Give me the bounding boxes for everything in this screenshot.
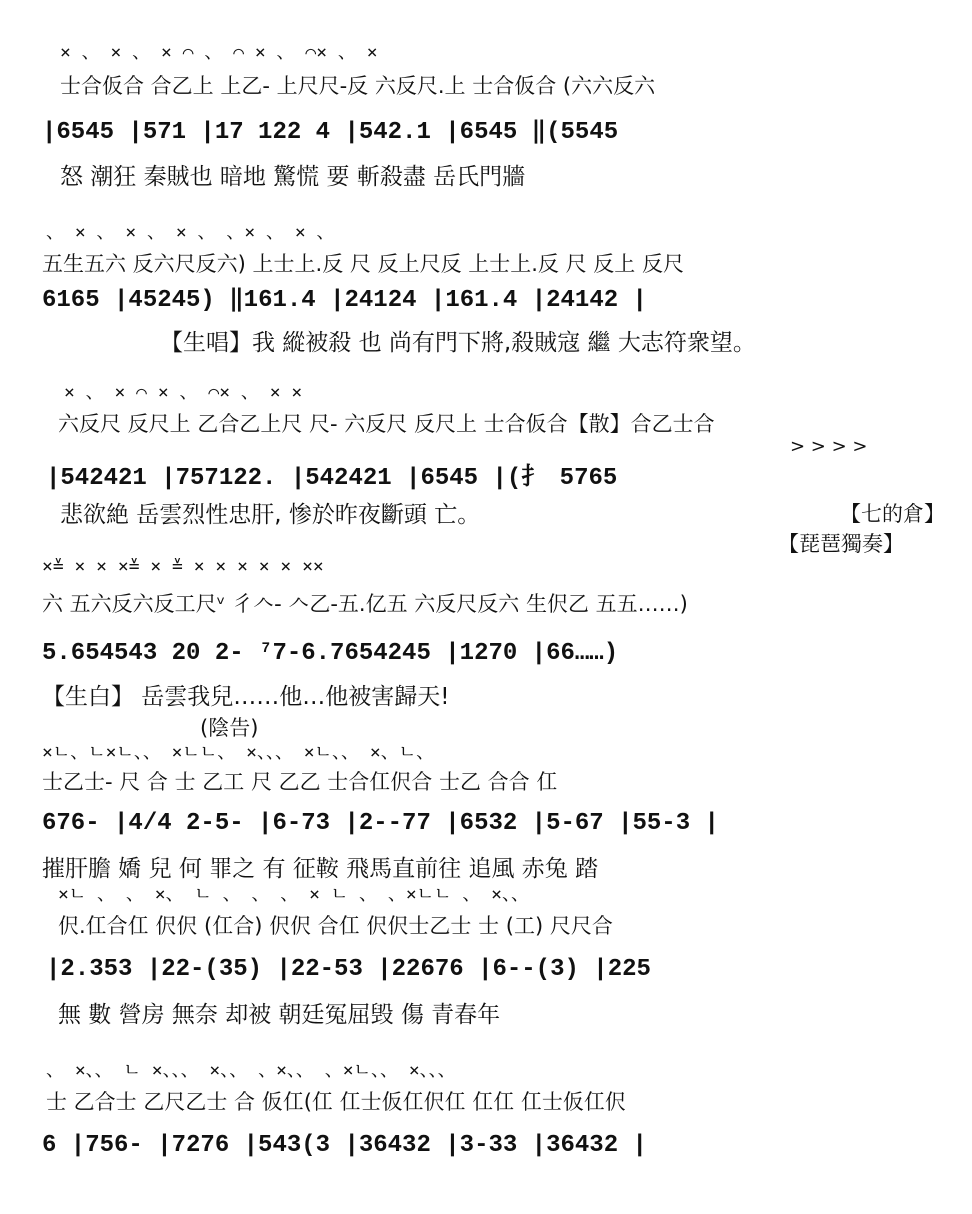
accent-marks: > > > > — [790, 436, 868, 457]
jianpu-notation: |6545 |571 |17 122 4 |542.1 |6545 ‖(5545 — [42, 119, 619, 146]
ornament-marks: ×ㄴ 、 、 ×、 ㄴ 、 、 、 × ㄴ 、 、×ㄴㄴ 、 ×、、 — [58, 884, 530, 905]
percussion-note: 【七的倉】 — [840, 502, 945, 526]
gongche-notation: 六 五六反六反工尺ᵛ 彳𠆢- 𠆢乙-五.亿五 六反尺反六 生伬乙 五五……) — [42, 592, 688, 616]
lyrics: 【生白】 岳雲我兒……他…他被害歸天! — [42, 684, 450, 710]
gongche-notation: 士合仮合 合乙上 上乙- 上尺尺-反 六反尺.上 士合仮合 (六六反六 — [60, 74, 656, 98]
jianpu-notation: 676- |4/4 2-5- |6-73 |2--77 |6532 |5-67 |55-3 | — [42, 810, 719, 837]
lyrics: 無 數 營房 無奈 却被 朝廷冤屈毁 傷 青春年 — [58, 1002, 501, 1028]
ornament-marks: ×≚ × × ×≚ × ≚ × × × × × ×× — [42, 556, 324, 577]
ornament-marks: 、 × 、 × 、 × 、 、× 、 × 、 — [46, 222, 335, 243]
ornament-marks: × 、 × ⌒ × 、 ⌒× 、 × × — [64, 382, 303, 403]
jianpu-notation: 5.654543 20 2- ⁷7-6.7654245 |1270 |66……) — [42, 640, 619, 667]
lyrics: 【生唱】我 縱被殺 也 尚有門下將,殺賊寇 繼 大志符衆望。 — [160, 330, 756, 356]
ornament-marks: 、 ×、、 ㄴ ×、、、 ×、、 、×、、 、×ㄴ、、 ×、、、 — [46, 1060, 456, 1081]
jianpu-notation: 6165 |45245) ‖161.4 |24124 |161.4 |24142 | — [42, 287, 647, 314]
gongche-notation: 士 乙合士 乙尺乙士 合 仮仜(仜 仜士仮仜伬仜 仜仜 仜士仮仜伬 — [46, 1090, 626, 1114]
lyrics: 摧肝膽 嬌 兒 何 罪之 有 征鞍 飛馬直前往 追風 赤兔 踏 — [42, 856, 599, 882]
gongche-notation: 六反尺 反尺上 乙合乙上尺 尺- 六反尺 反尺上 士合仮合【散】合乙士合 — [58, 412, 715, 436]
gongche-notation: 五生五六 反六尺反六) 上士上.反 尺 反上尺反 上士上.反 尺 反上 反尺 — [42, 252, 684, 276]
gongche-notation: 士乙士- 尺 合 士 乙工 尺 乙乙 士合仜伬合 士乙 合合 仜 — [42, 770, 558, 794]
jianpu-notation: |542421 |757122. |542421 |6545 |(⺘ 5765 — [46, 465, 618, 492]
jianpu-notation: |2.353 |22-(35) |22-53 |22676 |6--(3) |225 — [46, 956, 651, 983]
lyrics: 怒 潮狂 秦賊也 暗地 驚慌 要 斬殺盡 岳氏門牆 — [60, 164, 526, 190]
lyrics: 悲欲絶 岳雲烈性忠肝, 惨於昨夜斷頭 亡。 — [60, 502, 481, 528]
ornament-marks: × 、 × 、 × ⌒ 、 ⌒ × 、 ⌒× 、 × — [60, 42, 378, 63]
ornament-marks: ×ㄴ、ㄴ×ㄴ、、 ×ㄴㄴ、 ×、、、 ×ㄴ、、 ×、ㄴ、 — [42, 742, 435, 763]
jianpu-notation: 6 |756- |7276 |543(3 |36432 |3-33 |36432 | — [42, 1132, 647, 1159]
gongche-notation: 伬.仜合仜 伬伬 (仜合) 伬伬 合仜 伬伬士乙士 士 (工) 尺尺合 — [58, 914, 613, 938]
instrument-note: 【琵琶獨奏】 — [778, 532, 904, 556]
section-label: (陰告) — [200, 716, 259, 740]
